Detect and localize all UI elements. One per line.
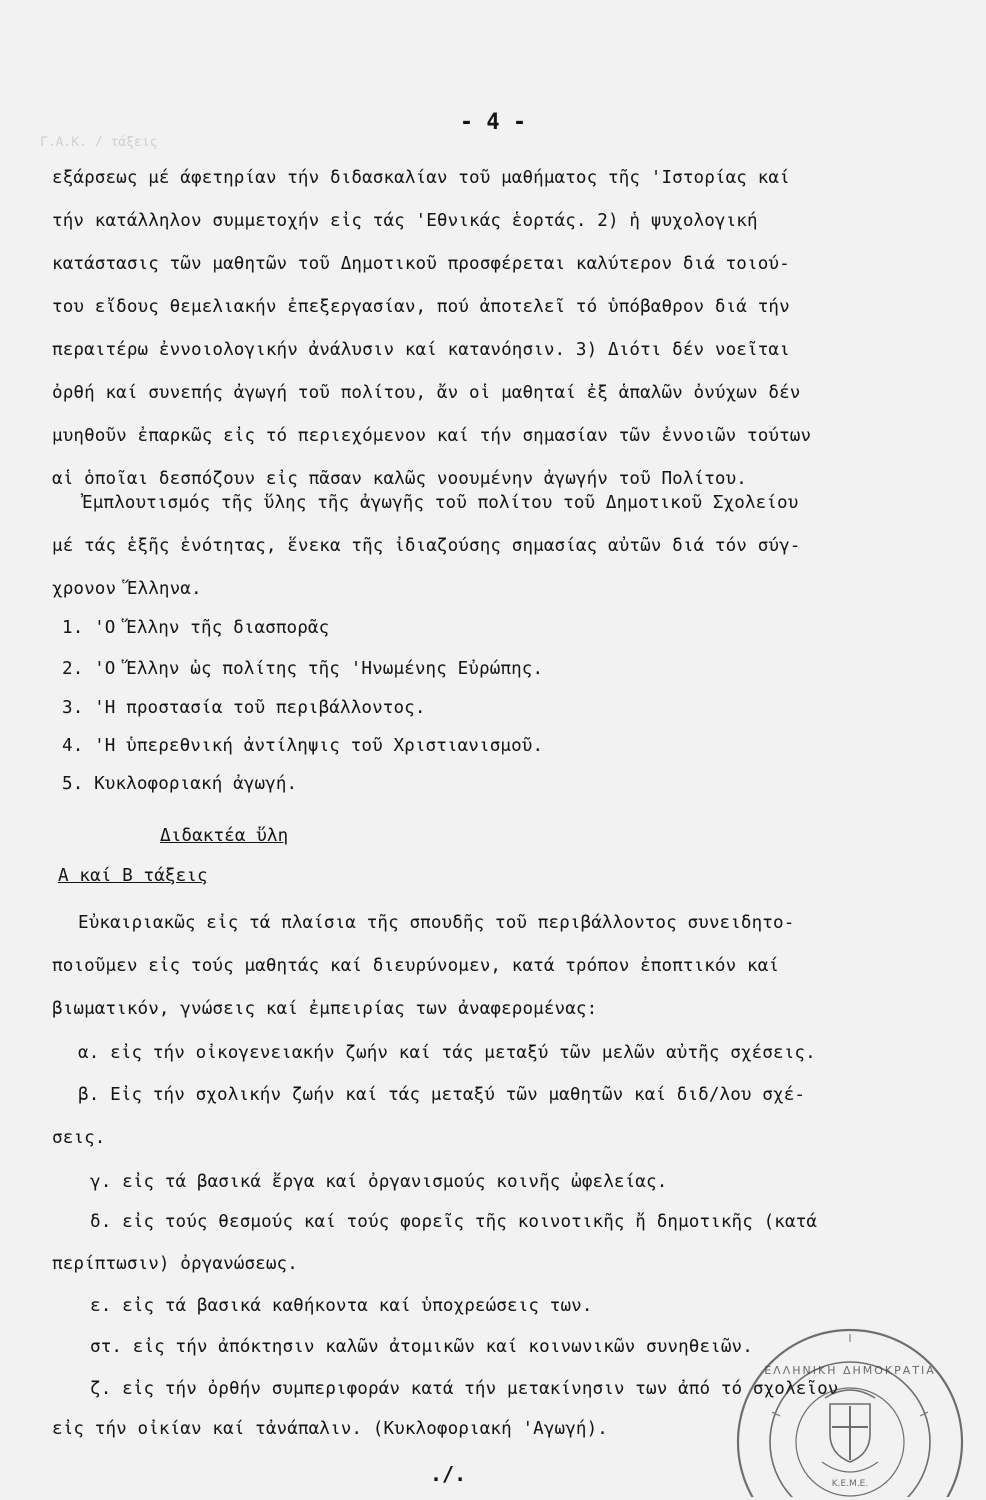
list-item: περίπτωσιν) ὀργανώσεως.	[52, 1254, 298, 1274]
subsection-heading: Α καί Β τάξεις	[58, 866, 208, 886]
list-item: 4. 'Η ὑπερεθνική ἀντίληψις τοῦ Χριστιανισμοῦ.	[62, 736, 544, 756]
list-item: β. Εἰς τήν σχολικήν ζωήν καί τάς μεταξύ τῶν μαθητῶν καί διδ/λου σχέ-	[78, 1085, 806, 1105]
text-line: Ἐμπλουτισμός τῆς ὕλης τῆς ἀγωγῆς τοῦ πολίτου τοῦ Δημοτικοῦ Σχολείου	[82, 493, 799, 513]
continuation-mark: ./.	[430, 1462, 467, 1486]
text-line: εξάρσεως μέ άφετηρίαν τήν διδασκαλίαν τοῦ μαθήματος τῆς 'Ιστορίας καί	[52, 168, 790, 188]
list-item: 1. 'Ο Ἕλλην τῆς διασπορᾶς	[62, 618, 330, 638]
list-item: δ. εἰς τούς θεσμούς καί τούς φορεῖς τῆς κοινοτικῆς ἤ δημοτικῆς (κατά	[90, 1212, 818, 1232]
text-line: αἱ ὁποῖαι δεσπόζουν εἰς πᾶσαν καλῶς νοουμένην ἀγωγήν τοῦ Πολίτου.	[52, 469, 748, 489]
bleed-through-text: Γ.Α.Κ. / τάξεις	[40, 135, 158, 150]
text-line: ὀρθή καί συνεπής ἀγωγή τοῦ πολίτου, ἄν οἱ μαθηταί ἐξ ἁπαλῶν ὀνύχων δέν	[52, 383, 801, 403]
list-item: 5. Κυκλοφοριακή ἀγωγή.	[62, 774, 298, 794]
text-line: Εὐκαιριακῶς εἰς τά πλαίσια τῆς σπουδῆς τοῦ περιβάλλοντος συνειδητο-	[78, 913, 795, 933]
list-item: σεις.	[52, 1128, 106, 1148]
stamp-ring-text: ΕΛΛΗΝΙΚΗ ΔΗΜΟΚΡΑΤΙΑ	[764, 1364, 936, 1377]
text-line: μέ τάς ἑξῆς ἑνότητας, ἕνεκα τῆς ἰδιαζούσης σημασίας αὐτῶν διά τόν σύγ-	[52, 536, 801, 556]
list-item: 3. 'Η προστασία τοῦ περιβάλλοντος.	[62, 698, 426, 718]
text-line: χρονον Ἕλληνα.	[52, 579, 202, 599]
text-line: μυηθοῦν ἐπαρκῶς εἰς τό περιεχόμενον καί τήν σημασίαν τῶν ἐννοιῶν τούτων	[52, 426, 812, 446]
list-item: 2. 'Ο Ἕλλην ὡς πολίτης τῆς 'Ηνωμένης Εὐρώπης.	[62, 659, 544, 679]
text-line: περαιτέρω ἐννοιολογικήν ἀνάλυσιν καί κατανόησιν. 3) Διότι δέν νοεῖται	[52, 340, 790, 360]
text-line: βιωματικόν, γνώσεις καί ἐμπειρίας των ἀναφερομένας:	[52, 999, 598, 1019]
list-item: α. εἰς τήν οἰκογενειακήν ζωήν καί τάς μεταξύ τῶν μελῶν αὐτῆς σχέσεις.	[78, 1043, 816, 1063]
text-line: κατάστασις τῶν μαθητῶν τοῦ Δημοτικοῦ προσφέρεται καλύτερον διά τοιού-	[52, 254, 790, 274]
list-item: γ. εἰς τά βασικά ἔργα καί ὀργανισμούς κοινῆς ὠφελείας.	[90, 1172, 668, 1192]
section-heading: Διδακτέα ὕλη	[160, 826, 289, 846]
list-item: στ. εἰς τήν ἀπόκτησιν καλῶν ἀτομικῶν καί κοινωνικῶν συνηθειῶν.	[90, 1337, 753, 1357]
official-stamp-icon	[730, 1322, 970, 1497]
list-item: ζ. εἰς τήν ὀρθήν συμπεριφοράν κατά τήν μετακίνησιν των ἀπό τό σχολεῖον	[90, 1379, 839, 1399]
stamp-inner-text: Κ.Ε.Μ.Ε.	[831, 1479, 869, 1489]
text-line: του εἴδους θεμελιακήν ἐπεξεργασίαν, πού ἀποτελεῖ τό ὑπόβαθρον διά τήν	[52, 297, 790, 317]
page-number: - 4 -	[459, 110, 527, 135]
list-item: εἰς τήν οἰκίαν καί τἀνάπαλιν. (Κυκλοφοριακή 'Αγωγή).	[52, 1419, 609, 1439]
list-item: ε. εἰς τά βασικά καθήκοντα καί ὑποχρεώσεις των.	[90, 1296, 593, 1316]
text-line: ποιοῦμεν εἰς τούς μαθητάς καί διευρύνομεν, κατά τρόπον ἐποπτικόν καί	[52, 956, 780, 976]
text-line: τήν κατάλληλον συμμετοχήν εἰς τάς 'Εθνικάς ἑορτάς. 2) ἡ ψυχολογική	[52, 211, 758, 231]
